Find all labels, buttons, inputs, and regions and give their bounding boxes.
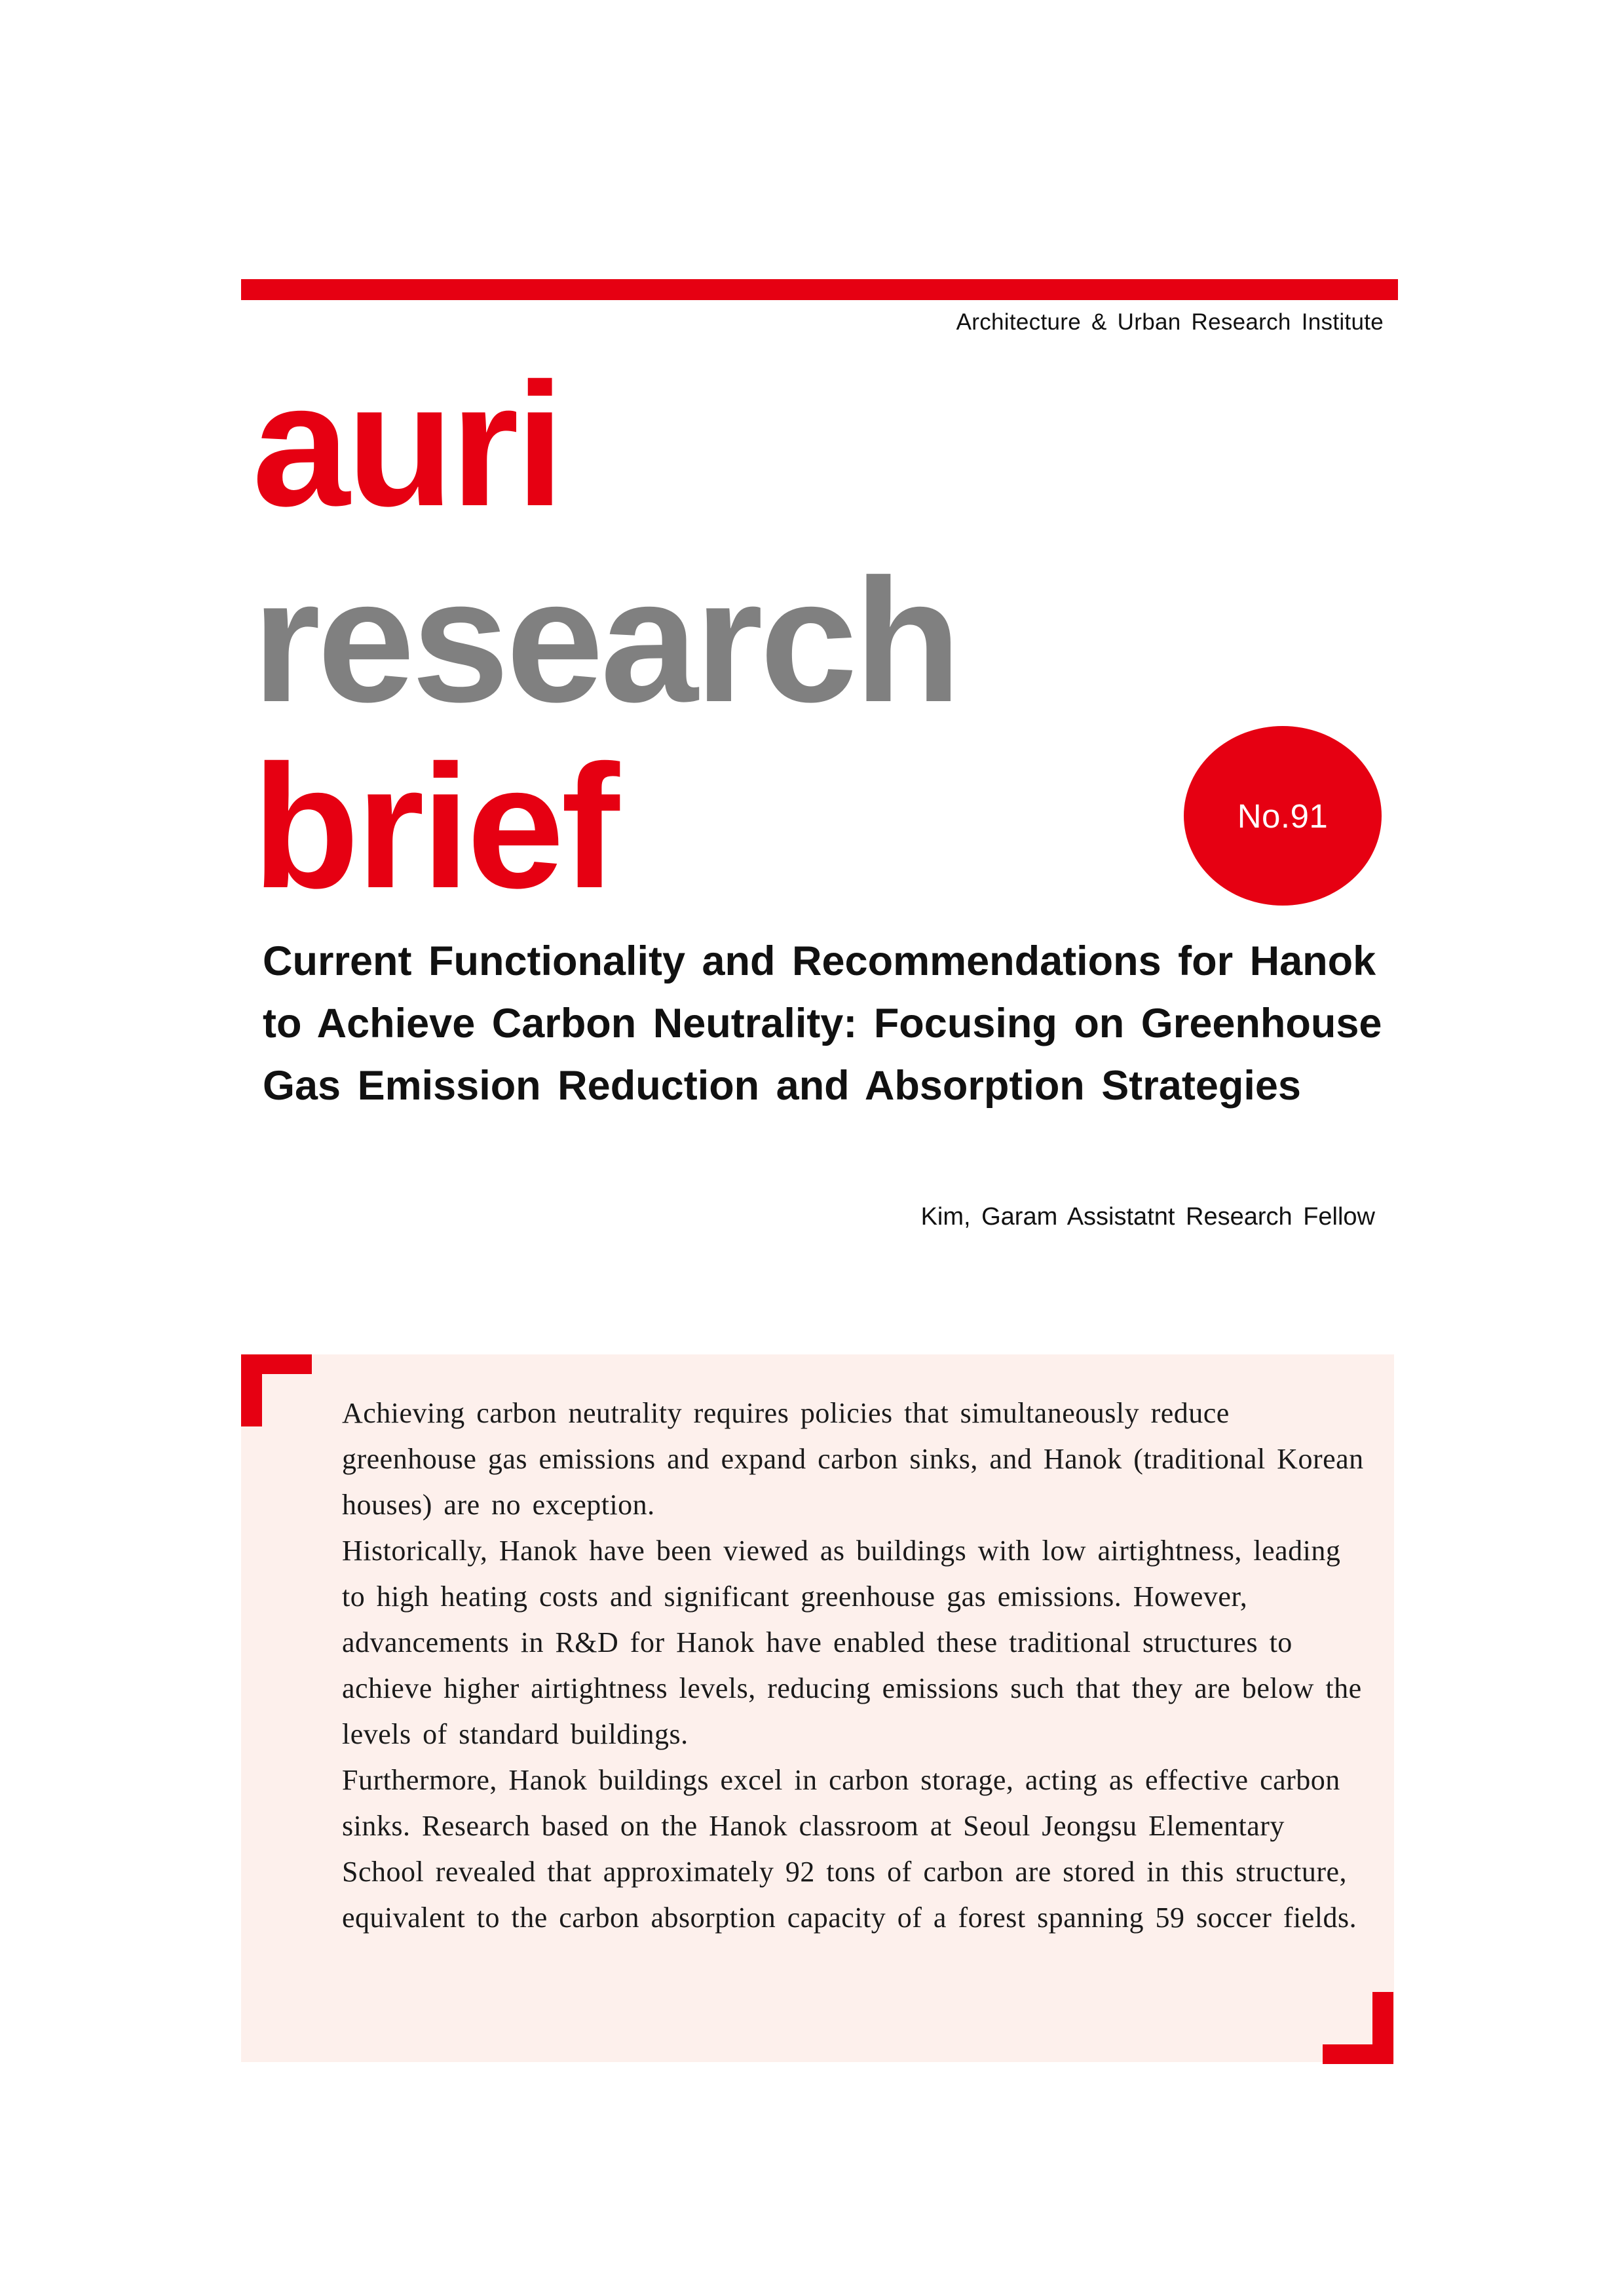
header-accent-bar bbox=[241, 279, 1398, 300]
corner-bar-vertical bbox=[1372, 1992, 1393, 2064]
top-left-corner-bracket bbox=[241, 1354, 312, 1426]
summary-box bbox=[241, 1354, 1394, 2062]
report-title: Current Functionality and Recommendations for Hanok to Achieve Carbon Neutrality: Focusing on Greenhouse Gas Emission Reduction and Absorption Strategies bbox=[263, 938, 1382, 1109]
summary-paragraph: Historically, Hanok have been viewed as buildings with low airtightness, leading to high heating costs and significant greenhouse gas emissions. However, advancements in R&D for Hanok have enabled these traditional structures to achieve higher airtightness levels, reducing emissions such that they are below the levels of standard buildings. bbox=[342, 1535, 1362, 1750]
brand-title-brief: brief bbox=[252, 728, 616, 925]
brand-title-research: research bbox=[252, 542, 958, 738]
summary-paragraph: Achieving carbon neutrality requires policies that simultaneously reduce greenhouse gas emissions and expand carbon sinks, and Hanok (traditional Korean houses) are no exception. bbox=[342, 1397, 1364, 1521]
summary-paragraph: Furthermore, Hanok buildings excel in carbon storage, acting as effective carbon sinks. Research based on the Hanok classroom at Seoul Jeongsu Elementary School revealed that approximately 92 tons of carbon are stored in this structure, equivalent to the carbon absorption capacity of a forest spanning 59 soccer fields. bbox=[342, 1764, 1357, 1934]
issue-number-badge bbox=[1184, 726, 1382, 906]
bottom-right-corner-bracket bbox=[1323, 1992, 1393, 2064]
summary-text bbox=[342, 1390, 1370, 1941]
corner-bar-vertical bbox=[241, 1354, 262, 1426]
issue-number-label: No.91 bbox=[1237, 797, 1329, 835]
author-line: Kim, Garam Assistatnt Research Fellow bbox=[920, 1203, 1375, 1231]
brand-title-auri: auri bbox=[252, 346, 561, 543]
institute-name: Architecture & Urban Research Institute bbox=[956, 309, 1384, 335]
